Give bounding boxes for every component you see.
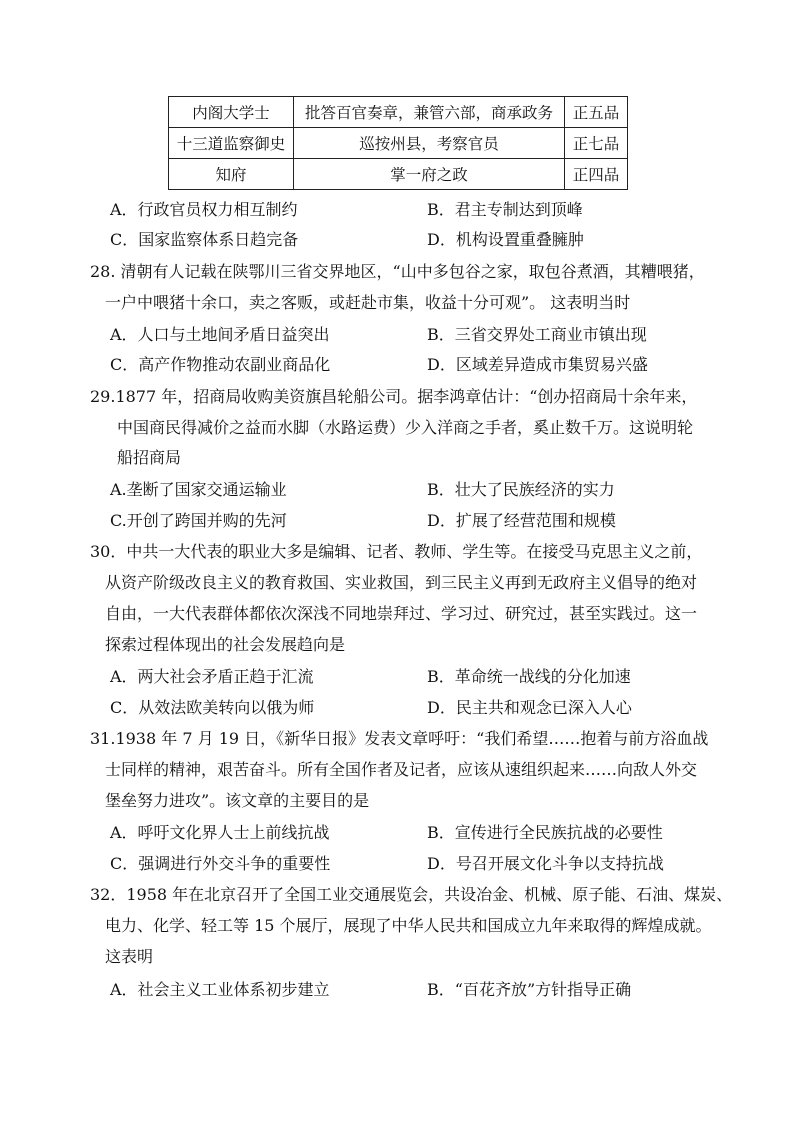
q32-stem-line: 这表明 [105,947,154,966]
q32-option-b: B．“百花齐放”方针指导正确 [427,980,632,999]
table-cell: 巡按州县，考察官员 [294,128,565,159]
q30-stem-line: 自由，一大代表群体都依次深浅不同地崇拜过、学习过、研究过，甚至实践过。这一 [105,604,698,623]
q31-stem-line: 士同样的精神，艰苦奋斗。所有全国作者及记者，应该从速组织起来……向敌人外交 [105,760,698,779]
table-cell: 正四品 [565,159,628,190]
q29-option-c: C.开创了跨国并购的先河 [110,511,287,530]
q29-option-a: A.垄断了国家交通运输业 [110,480,287,499]
q30-option-a: A．两大社会矛盾正趋于汇流 [110,667,314,686]
q28-option-d: D．区域差异造成市集贸易兴盛 [427,355,648,374]
q28-option-c: C．高产作物推动农副业商品化 [110,355,331,374]
q31-option-c: C．强调进行外交斗争的重要性 [110,854,331,873]
q31-option-a: A．呼吁文化界人士上前线抗战 [110,823,330,842]
table-cell: 掌一府之政 [294,159,565,190]
q29-option-b: B．壮大了民族经济的实力 [427,480,615,499]
q32-stem-line: 32．1958 年在北京召开了全国工业交通展览会，共设冶金、机械、原子能、石油、煤炭、 [90,885,733,904]
table-cell: 知府 [169,159,294,190]
q30-option-c: C．从效法欧美转向以俄为师 [110,698,315,717]
q28-option-b: B．三省交界处工商业市镇出现 [427,325,647,344]
q31-stem-line: 31.1938 年 7 月 19 日，《新华日报》发表文章呼吁：“我们希望……抱着与前方浴血战 [90,729,709,748]
table-cell: 正七品 [565,128,628,159]
q30-option-d: D．民主共和观念已深入人心 [427,698,632,717]
q28-stem-line: 28. 清朝有人记载在陕鄂川三省交界地区，“山中多包谷之家，取包谷煮酒，其糟喂猪， [90,262,705,281]
table-cell: 内阁大学士 [169,97,294,128]
table-row [169,128,628,159]
q29-stem-line: 船招商局 [117,448,182,467]
q29-stem-line: 中国商民得减价之益而水脚（水路运费）少入洋商之手者，奚止数千万。这说明轮 [117,418,694,437]
q31-option-b: B．宣传进行全民族抗战的必要性 [427,823,663,842]
q27-option-d: D．机构设置重叠臃肿 [427,230,584,249]
q30-stem-line: 探索过程体现出的社会发展趋向是 [105,635,346,654]
table-cell: 批答百官奏章，兼管六部，商承政务 [294,97,565,128]
q27-option-b: B．君主专制达到顶峰 [427,200,583,219]
q30-stem-line: 30．中共一大代表的职业大多是编辑、记者、教师、学生等。在接受马克思主义之前， [90,542,703,561]
q31-option-d: D．号召开展文化斗争以支持抗战 [427,854,664,873]
q30-stem-line: 从资产阶级改良主义的教育救国、实业救国，到三民主义再到无政府主义倡导的绝对 [105,573,698,592]
q32-option-a: A．社会主义工业体系初步建立 [110,980,330,999]
q29-option-d: D．扩展了经营范围和规模 [427,511,616,530]
q30-option-b: B．革命统一战线的分化加速 [427,667,631,686]
q28-option-a: A．人口与土地间矛盾日益突出 [110,325,330,344]
table-row [169,159,628,190]
q32-stem-line: 电力、化学、轻工等 15 个展厅，展现了中华人民共和国成立九年来取得的辉煌成就。 [105,916,712,935]
table-row [169,97,628,128]
q31-stem-line: 堡垒努力进攻”。该文章的主要目的是 [105,791,370,810]
q27-option-a: A．行政官员权力相互制约 [110,200,298,219]
table-cell: 正五品 [565,97,628,128]
officials-table [168,96,628,190]
q29-stem-line: 29.1877 年，招商局收购美资旗昌轮船公司。据李鸿章估计：“创办招商局十余年来， [90,387,698,406]
q27-option-c: C．国家监察体系日趋完备 [110,230,299,249]
table-cell: 十三道监察御史 [169,128,294,159]
q28-stem-line: 一户中喂猪十余口，卖之客贩，或赶赴市集，收益十分可观”。 这表明当时 [105,293,631,312]
